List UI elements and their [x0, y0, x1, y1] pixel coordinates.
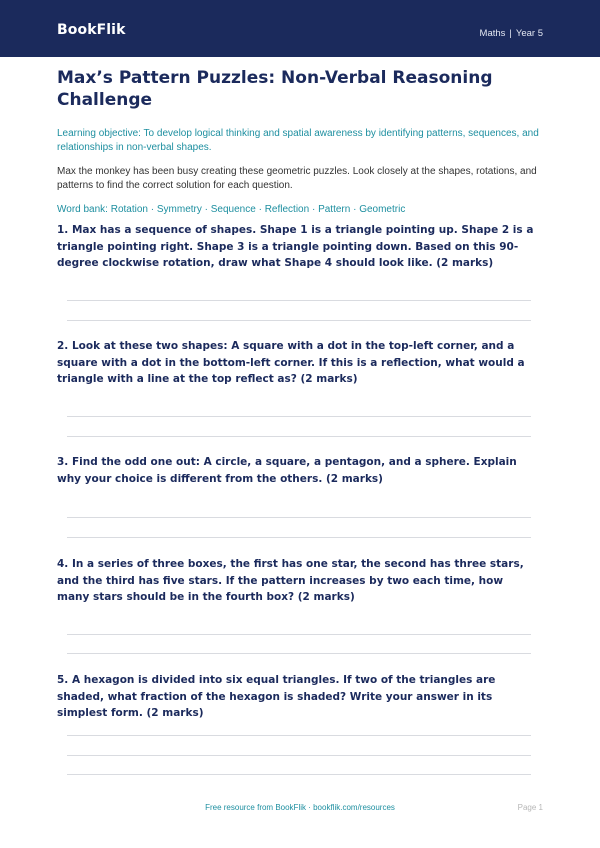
meta-separator: |: [509, 28, 512, 39]
question-text: 4. In a series of three boxes, the first has one star, the second has three stars, and the third has five stars. If the pattern increases by two each time, how many stars should be in the fourth box? (2 marks): [57, 558, 524, 603]
word-bank-word: Rotation: [110, 204, 148, 215]
answer-line[interactable]: [67, 735, 531, 736]
question-5: [57, 672, 537, 722]
question-text: 1. Max has a sequence of shapes. Shape 1 is a triangle pointing up. Shape 2 is a triangle pointing right. Shape 3 is a triangle pointing down. Based on this 90-degree clockwise rotation, draw what Shape 4 should look like. (2 marks): [57, 224, 534, 269]
subject-year-label: [480, 28, 543, 39]
word-bank-word: Reflection: [264, 204, 310, 215]
intro-section: [57, 67, 543, 217]
word-bank: Word bank: Rotation · Symmetry · Sequence · Reflection · Pattern · Geometric: [57, 204, 406, 215]
word-bank-word: Pattern: [318, 204, 351, 215]
answer-line[interactable]: [67, 300, 531, 301]
question-text: 3. Find the odd one out: A circle, a square, a pentagon, and a sphere. Explain why your choice is different from the others. (2 marks): [57, 456, 517, 485]
answer-line[interactable]: [67, 634, 531, 635]
page-header: [0, 0, 600, 57]
question-1: [57, 222, 537, 272]
question-4: [57, 556, 537, 606]
answer-line[interactable]: [67, 537, 531, 538]
word-bank-word: Symmetry: [156, 204, 202, 215]
word-bank-label: Word bank:: [57, 204, 108, 215]
worksheet-title: Max’s Pattern Puzzles: Non-Verbal Reasoning Challenge: [57, 68, 493, 110]
question-2: [57, 338, 537, 388]
footer-resource-link[interactable]: Free resource from BookFlik · bookflik.com/resources: [205, 803, 395, 812]
answer-line[interactable]: [67, 653, 531, 654]
question-3: [57, 454, 537, 487]
answer-line[interactable]: [67, 755, 531, 756]
learning-objective: Learning objective: To develop logical thinking and spatial awareness by identifying patterns, sequences, and relationships in non-verbal shapes.: [57, 128, 539, 153]
year-label: Year 5: [515, 28, 543, 39]
answer-line[interactable]: [67, 320, 531, 321]
question-text: 2. Look at these two shapes: A square with a dot in the top-left corner, and a square with a dot in the bottom-left corner. If this is a reflection, what would a triangle with a line at the top reflect as? (2 marks): [57, 340, 525, 385]
answer-line[interactable]: [67, 416, 531, 417]
word-bank-word: Geometric: [359, 204, 406, 215]
answer-line[interactable]: [67, 436, 531, 437]
question-text: 5. A hexagon is divided into six equal triangles. If two of the triangles are shaded, what fraction of the hexagon is shaded? Write your answer in its simplest form. (2 marks): [57, 674, 496, 719]
word-bank-word: Sequence: [210, 204, 256, 215]
answer-line[interactable]: [67, 517, 531, 518]
subject-label: Maths: [479, 28, 506, 39]
page-number: Page 1: [517, 803, 543, 812]
answer-line[interactable]: [67, 774, 531, 775]
intro-text: Max the monkey has been busy creating these geometric puzzles. Look closely at the shapes, rotations, and patterns to find the correct solution for each question.: [57, 166, 537, 191]
brand-logo: BookFlik: [57, 22, 126, 38]
